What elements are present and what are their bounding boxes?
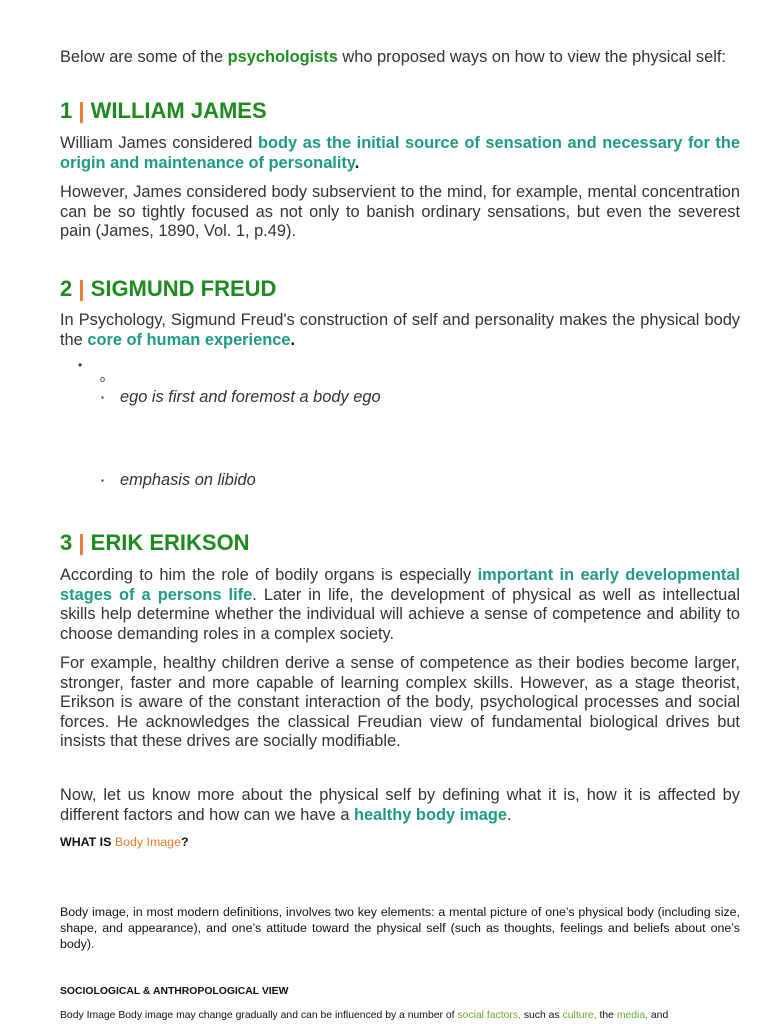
paragraph-text-end: . Later in life, the development of physical as well as intellectual skills help determine whether the individual will achieve a sense of competence and ability to choose demanding roles in a complex society.	[60, 585, 740, 643]
section-title: WILLIAM JAMES	[90, 98, 267, 123]
section-title: ERIK ERIKSON	[90, 530, 250, 555]
section-heading-sigmund-freud	[60, 276, 740, 302]
heading-text: WHAT IS	[60, 835, 115, 849]
james-paragraph-2: However, James considered body subservient to the mind, for example, mental concentration can be so tightly focused as not only to banish ordinary sensations, but even the severest pain (James, 1890, Vol. 1, p.49).	[60, 183, 740, 241]
freud-paragraph	[60, 311, 740, 350]
bullet-square-icon: ▪	[101, 476, 104, 485]
highlight-text: body as the initial source of sensation and necessary for the origin and maintenance of personality	[60, 134, 740, 172]
paragraph-end: .	[354, 153, 360, 172]
paragraph-text-end: and	[648, 1010, 669, 1021]
section-title: SIGMUND FREUD	[90, 276, 277, 301]
sociological-heading: SOCIOLOGICAL & ANTHROPOLOGICAL VIEW	[60, 986, 289, 997]
sociological-paragraph	[60, 1009, 740, 1022]
intro-text: Below are some of the	[60, 48, 228, 66]
heading-separator: |	[78, 98, 85, 123]
bullet-square-icon: ▪	[101, 393, 104, 402]
james-paragraph-1	[60, 134, 740, 173]
paragraph-text: Body Image Body image may change gradually and can be influenced by a number of	[60, 1010, 458, 1021]
paragraph-text: According to him the role of bodily organs is especially	[60, 566, 478, 584]
bullet-circle-icon: o	[100, 374, 106, 384]
what-is-heading	[60, 833, 740, 851]
paragraph-end: .	[507, 805, 512, 824]
social-factors-term: social factors,	[457, 1010, 521, 1021]
heading-separator: |	[78, 530, 85, 555]
bullet-disc-icon: •	[78, 358, 83, 372]
erikson-paragraph-1	[60, 566, 740, 644]
psychologists-highlight: psychologists	[227, 48, 338, 66]
freud-list-item-libido: emphasis on libido	[120, 471, 256, 489]
paragraph-text: the	[596, 1010, 617, 1021]
paragraph-text: Now, let us know more about the physical self by defining what it is, how it is affected by different factors and how can we have a	[60, 786, 740, 824]
intro-paragraph	[60, 48, 740, 68]
outro-paragraph	[60, 786, 740, 825]
healthy-body-image-highlight: healthy body image	[354, 805, 508, 824]
body-image-definition: Body image, in most modern definitions, involves two key elements: a mental picture of one’s physical body (including size, shape, and appearance), and one’s attitude toward the physical self (such as thoughts, feelings and beliefs about one’s body).	[60, 905, 740, 951]
paragraph-end: .	[290, 330, 296, 349]
section-number: 3	[60, 530, 73, 555]
heading-separator: |	[78, 276, 85, 301]
body-image-highlight: Body Image	[114, 835, 181, 849]
highlight-text: important in early developmental stages of a persons life	[60, 566, 740, 604]
section-heading-william-james	[60, 98, 740, 124]
media-term: media,	[616, 1010, 649, 1021]
culture-term: culture,	[562, 1010, 597, 1021]
paragraph-text: such as	[520, 1010, 563, 1021]
section-number: 1	[60, 98, 73, 123]
erikson-paragraph-2: For example, healthy children derive a sense of competence as their bodies become larger, stronger, faster and more capable of learning complex skills. However, as a stage theorist, Erikson is aware of the constant interaction of the body, psychological processes and social forces. He acknowledges the classical Freudian view of fundamental biological drives but insists that these drives are socially modifiable.	[60, 654, 740, 751]
heading-end: ?	[180, 835, 189, 849]
paragraph-text: William James considered	[60, 134, 258, 152]
section-number: 2	[60, 276, 73, 301]
section-heading-erik-erikson	[60, 530, 740, 556]
intro-text-end: who proposed ways on how to view the physical self:	[337, 48, 726, 66]
highlight-text: core of human experience	[87, 330, 291, 349]
paragraph-text: In Psychology, Sigmund Freud's construction of self and personality makes the physical body the	[60, 311, 740, 349]
freud-list-item-ego: ego is first and foremost a body ego	[120, 388, 381, 406]
